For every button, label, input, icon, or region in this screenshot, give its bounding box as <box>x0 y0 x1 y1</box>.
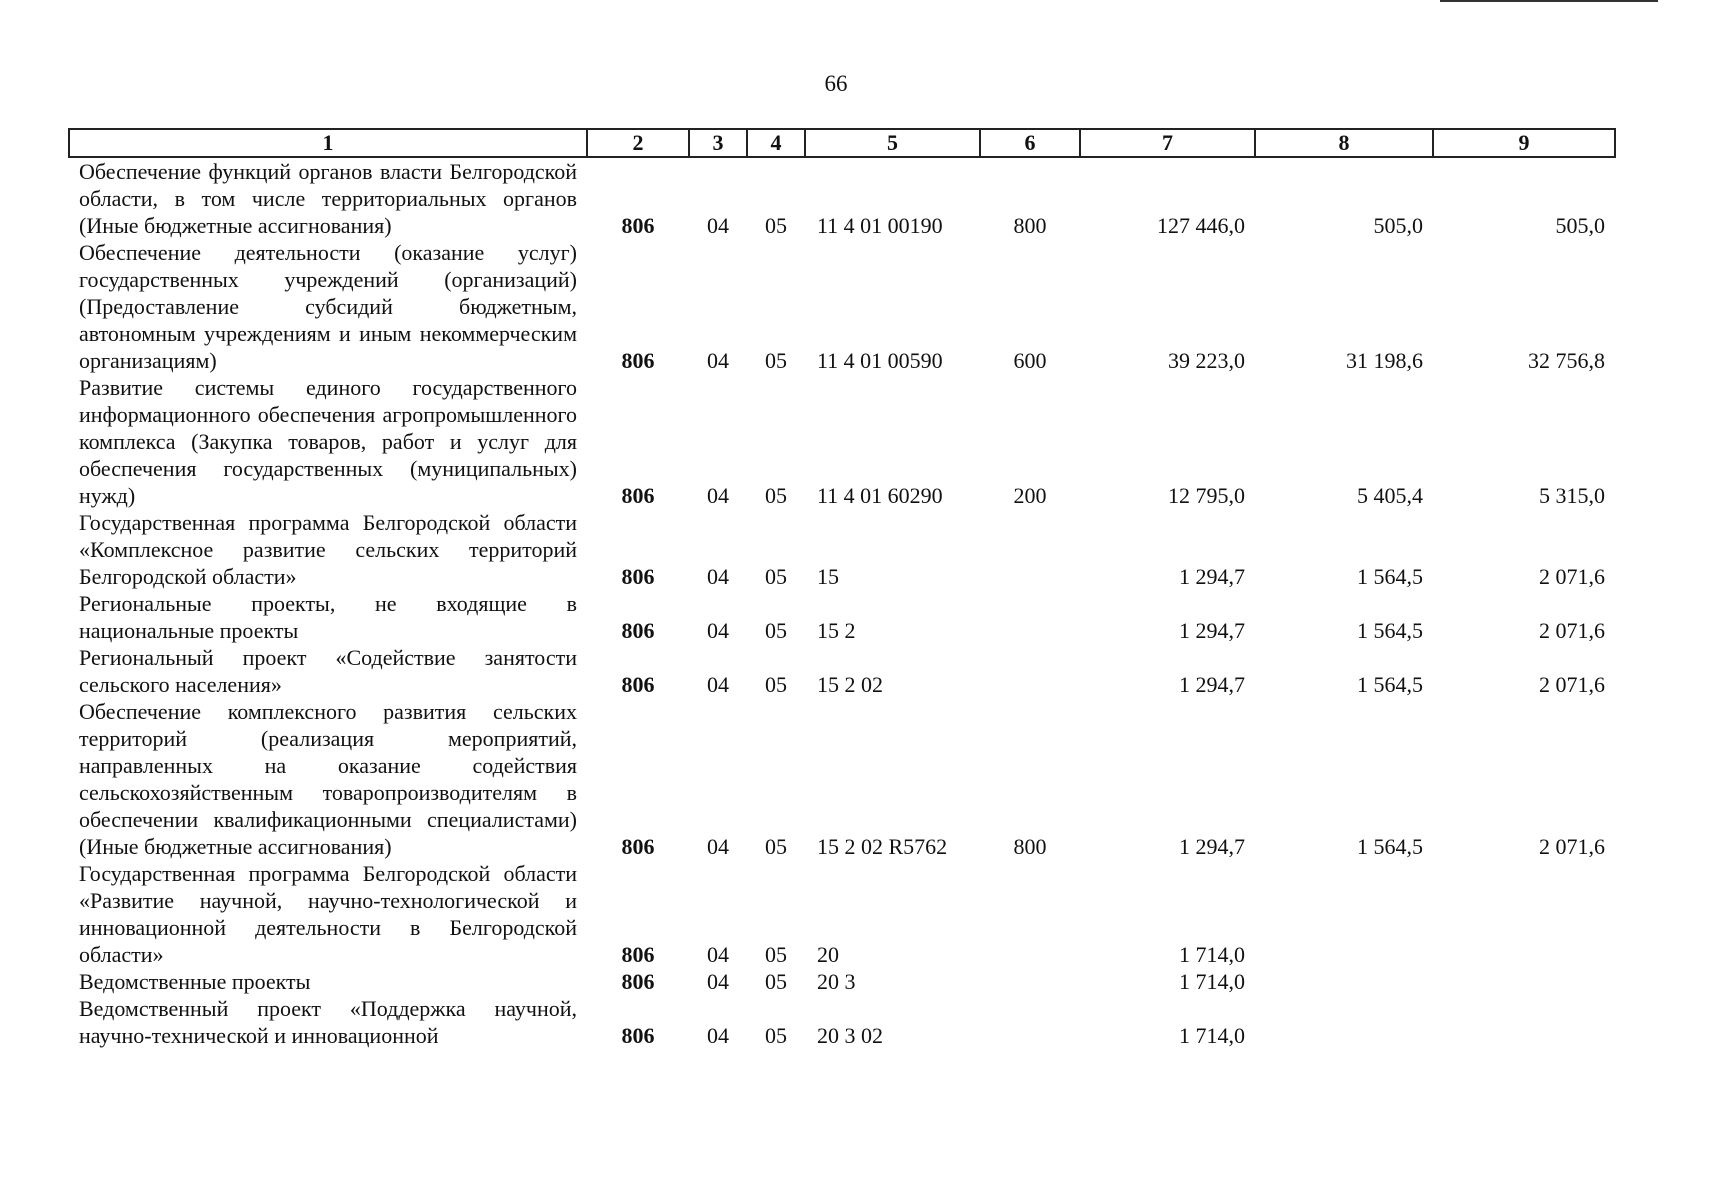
amount-col-7: 39 223,0 <box>1168 348 1245 373</box>
row-name: Региональный проект «Содействие занятости сельского населения» <box>79 645 577 697</box>
col-header-6: 6 <box>980 129 1080 157</box>
page-number: 66 <box>824 71 848 96</box>
expense-type-code: 800 <box>1013 213 1047 238</box>
target-item-code: 11 4 01 60290 <box>817 483 943 508</box>
expense-type-code <box>980 995 1080 1049</box>
budget-table <box>68 128 1616 1049</box>
section-code: 04 <box>707 483 729 508</box>
amount-col-7: 12 795,0 <box>1168 483 1245 508</box>
col-header-9: 9 <box>1433 129 1615 157</box>
amount-col-8: 5 405,4 <box>1357 483 1423 508</box>
amount-col-8: 505,0 <box>1373 213 1423 238</box>
target-item-code: 11 4 01 00190 <box>817 213 943 238</box>
amount-col-9: 2 071,6 <box>1539 672 1605 697</box>
amount-col-9: 505,0 <box>1555 213 1605 238</box>
expense-type-code <box>980 968 1080 995</box>
amount-col-8 <box>1255 968 1433 995</box>
subsection-code: 05 <box>765 213 787 238</box>
target-item-code: 15 2 02 <box>817 672 883 697</box>
ministry-code: 806 <box>621 618 655 643</box>
col-header-7: 7 <box>1080 129 1255 157</box>
expense-type-code <box>980 590 1080 644</box>
section-code: 04 <box>707 969 729 994</box>
row-name: Обеспечение деятельности (оказание услуг) государственных учреждений (организаций) (Предоставление субсидий бюджетным, автономным учреждениям и иным некоммерческим организациям) <box>79 240 577 373</box>
ministry-code: 806 <box>621 348 655 373</box>
ministry-code: 806 <box>621 834 655 859</box>
table-row <box>69 239 1615 374</box>
header-row <box>69 129 1615 157</box>
row-name: Ведомственные проекты <box>79 969 311 994</box>
amount-col-8: 1 564,5 <box>1357 564 1423 589</box>
target-item-code: 11 4 01 00590 <box>817 348 943 373</box>
ministry-code: 806 <box>621 672 655 697</box>
table-row <box>69 995 1615 1049</box>
amount-col-8 <box>1255 860 1433 968</box>
table-row <box>69 590 1615 644</box>
amount-col-8: 1 564,5 <box>1357 834 1423 859</box>
amount-col-7: 1 294,7 <box>1179 672 1245 697</box>
col-header-5: 5 <box>805 129 980 157</box>
ministry-code: 806 <box>621 564 655 589</box>
target-item-code: 20 <box>817 942 839 967</box>
table-row <box>69 860 1615 968</box>
amount-col-9 <box>1433 968 1615 995</box>
amount-col-7: 1 714,0 <box>1179 942 1245 967</box>
row-name: Обеспечение функций органов власти Белгородской области, в том числе территориальных органов (Иные бюджетные ассигнования) <box>79 159 577 238</box>
row-name: Развитие системы единого государственного информационного обеспечения агропромышленного комплекса (Закупка товаров, работ и услуг для обеспечения государственных (муниципальных) нужд) <box>79 375 577 508</box>
target-item-code: 20 3 <box>817 969 856 994</box>
row-name: Ведомственный проект «Поддержка научной, научно-технической и инновационной <box>79 996 577 1048</box>
col-header-2: 2 <box>587 129 689 157</box>
expense-type-code <box>980 509 1080 590</box>
amount-col-8: 31 198,6 <box>1346 348 1423 373</box>
col-header-8: 8 <box>1255 129 1433 157</box>
section-code: 04 <box>707 213 729 238</box>
target-item-code: 15 2 02 R5762 <box>817 834 948 859</box>
ministry-code: 806 <box>621 1023 655 1048</box>
ministry-code: 806 <box>621 483 655 508</box>
amount-col-9 <box>1433 860 1615 968</box>
subsection-code: 05 <box>765 483 787 508</box>
col-header-4: 4 <box>747 129 805 157</box>
table-row <box>69 374 1615 509</box>
row-name: Региональные проекты, не входящие в национальные проекты <box>79 591 577 643</box>
amount-col-9: 2 071,6 <box>1539 834 1605 859</box>
amount-col-7: 1 294,7 <box>1179 618 1245 643</box>
section-code: 04 <box>707 672 729 697</box>
amount-col-7: 1 714,0 <box>1179 969 1245 994</box>
section-code: 04 <box>707 1023 729 1048</box>
target-item-code: 15 <box>817 564 839 589</box>
expense-type-code <box>980 860 1080 968</box>
amount-col-7: 1 714,0 <box>1179 1023 1245 1048</box>
col-header-3: 3 <box>689 129 747 157</box>
subsection-code: 05 <box>765 834 787 859</box>
ministry-code: 806 <box>621 942 655 967</box>
table-row <box>69 968 1615 995</box>
table-row <box>69 157 1615 239</box>
table-row <box>69 698 1615 860</box>
target-item-code: 20 3 02 <box>817 1023 883 1048</box>
amount-col-9: 2 071,6 <box>1539 618 1605 643</box>
amount-col-9: 2 071,6 <box>1539 564 1605 589</box>
amount-col-9: 5 315,0 <box>1539 483 1605 508</box>
amount-col-8: 1 564,5 <box>1357 672 1423 697</box>
section-code: 04 <box>707 348 729 373</box>
subsection-code: 05 <box>765 969 787 994</box>
subsection-code: 05 <box>765 942 787 967</box>
ministry-code: 806 <box>621 969 655 994</box>
expense-type-code: 200 <box>1013 483 1047 508</box>
expense-type-code <box>980 644 1080 698</box>
table-row <box>69 644 1615 698</box>
expense-type-code: 800 <box>1013 834 1047 859</box>
top-edge-rule <box>1440 0 1658 2</box>
target-item-code: 15 2 <box>817 618 856 643</box>
col-header-1: 1 <box>69 129 587 157</box>
amount-col-9 <box>1433 995 1615 1049</box>
subsection-code: 05 <box>765 672 787 697</box>
ministry-code: 806 <box>621 213 655 238</box>
amount-col-9: 32 756,8 <box>1528 348 1605 373</box>
amount-col-8 <box>1255 995 1433 1049</box>
row-name: Государственная программа Белгородской области «Развитие научной, научно-технологической и инновационной деятельности в Белгородской области» <box>79 861 577 967</box>
row-name: Обеспечение комплексного развития сельских территорий (реализация мероприятий, направленных на оказание содействия сельскохозяйственным товаропроизводителям в обеспечении квалификационными специалистами) (Иные бюджетные ассигнования) <box>79 699 577 859</box>
subsection-code: 05 <box>765 618 787 643</box>
section-code: 04 <box>707 618 729 643</box>
amount-col-8: 1 564,5 <box>1357 618 1423 643</box>
amount-col-7: 127 446,0 <box>1157 213 1245 238</box>
row-name: Государственная программа Белгородской области «Комплексное развитие сельских территорий Белгородской области» <box>79 510 577 589</box>
section-code: 04 <box>707 834 729 859</box>
subsection-code: 05 <box>765 1023 787 1048</box>
subsection-code: 05 <box>765 564 787 589</box>
subsection-code: 05 <box>765 348 787 373</box>
section-code: 04 <box>707 564 729 589</box>
expense-type-code: 600 <box>1013 348 1047 373</box>
table-row <box>69 509 1615 590</box>
amount-col-7: 1 294,7 <box>1179 834 1245 859</box>
amount-col-7: 1 294,7 <box>1179 564 1245 589</box>
section-code: 04 <box>707 942 729 967</box>
